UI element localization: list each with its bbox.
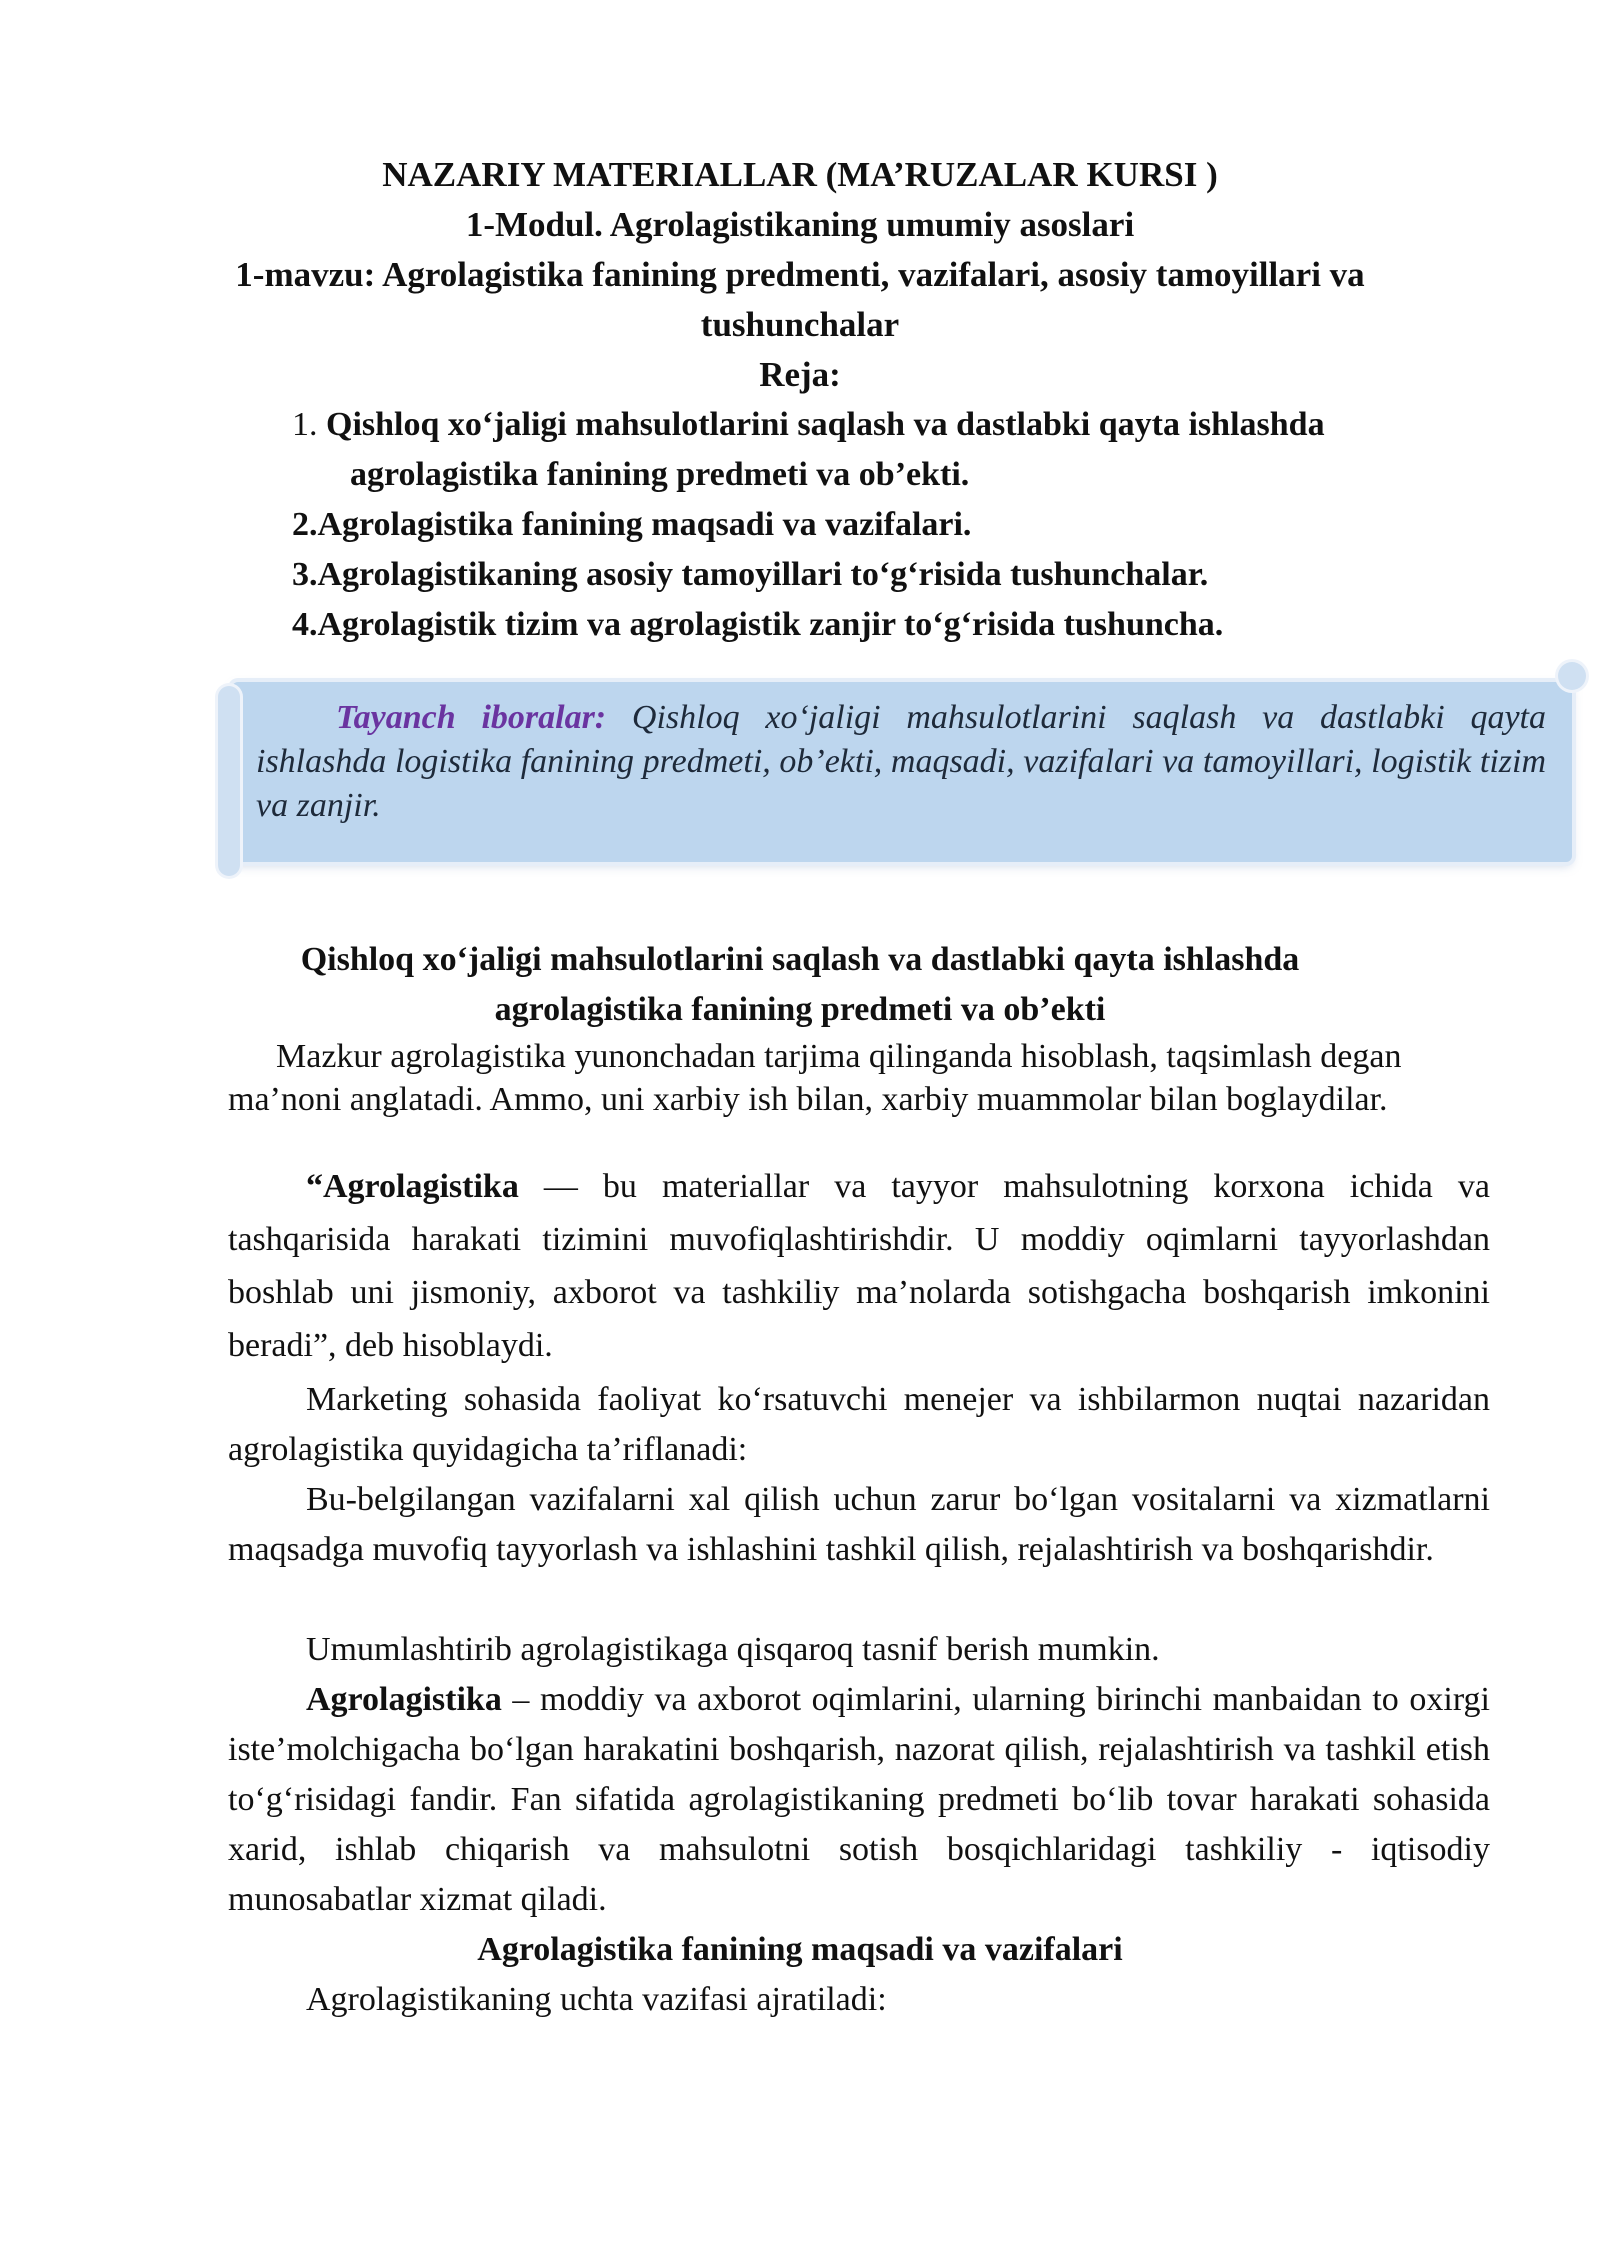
section1-title-line2: agrolagistika fanining predmeti va ob’ekti xyxy=(494,991,1106,1028)
plan-item-3: 3.Agrolagistikaning asosiy tamoyillari to‘g‘risida tushunchalar. xyxy=(292,556,1209,593)
plan-item-2: 2.Agrolagistika fanining maqsadi va vazifalari. xyxy=(292,506,972,543)
keywords-body: Qishloq xo‘jaligi mahsulotlarini saqlash va dastlabki qayta ishlashda logistika fanining predmeti, ob’ekti, maqsadi, vazifalari va tamoyillari, logistik tizim va zanjir. xyxy=(256,699,1546,824)
plan-item-1-cont: agrolagistika fanining predmeti va ob’ekti. xyxy=(350,456,970,493)
scroll-roll-left xyxy=(218,686,240,876)
document-title: NAZARIY MATERIALLAR (MA’RUZALAR KURSI ) xyxy=(382,155,1218,194)
plan-heading: Reja: xyxy=(759,355,841,394)
paragraph-text: Umumlashtirib agrolagistikaga qisqaroq tasnif berish mumkin. xyxy=(306,1631,1160,1668)
paragraph-text: — bu materiallar va tayyor mahsulotning korxona ichida va tashqarisida harakati tizimini muvofiqlashtirishdir. U moddiy oqimlarni tayyorlashdan boshlab uni jismoniy, axborot va tashkiliy ma’nolarda sotishgacha boshqarish imkonini beradi”, deb hisoblaydi. xyxy=(228,1168,1490,1364)
section2-paragraph-1 xyxy=(228,1975,1490,2025)
section2-title: Agrolagistika fanining maqsadi va vazifalari xyxy=(477,1931,1123,1968)
paragraph-text: Mazkur agrolagistika yunonchadan tarjima qilinganda hisoblash, taqsimlash degan ma’noni anglatadi. Ammo, uni xarbiy ish bilan, xarbiy muammolar bilan boglaydilar. xyxy=(228,1038,1402,1118)
section1-title-line1: Qishloq xo‘jaligi mahsulotlarini saqlash va dastlabki qayta ishlashda xyxy=(300,941,1300,978)
keywords-text xyxy=(256,696,1546,828)
plan-item-1-line1: Qishloq xo‘jaligi mahsulotlarini saqlash va dastlabki qayta ishlashda xyxy=(326,406,1325,443)
section1-paragraph-2 xyxy=(228,1160,1490,1372)
term-agrolagistika: Agrolagistika xyxy=(306,1681,502,1718)
module-title: 1-Modul. Agrolagistikaning umumiy asoslari xyxy=(465,205,1135,244)
keywords-scroll-banner xyxy=(210,660,1590,880)
plan-item-1 xyxy=(0,400,1600,450)
topic-title-line2: tushunchalar xyxy=(700,305,900,344)
paragraph-text: Bu-belgilangan vazifalarni xal qilish uchun zarur bo‘lgan vositalarni va xizmatlarni maqsadga muvofiq tayyorlash va ishlashini tashkil qilish, rejalashtirish va boshqarishdir. xyxy=(228,1481,1490,1568)
paragraph-text: Agrolagistikaning uchta vazifasi ajratiladi: xyxy=(306,1981,887,2018)
plan-item-1-number: 1. xyxy=(292,406,326,443)
section1-paragraph-5 xyxy=(228,1625,1490,1675)
section1-paragraph-4 xyxy=(228,1475,1490,1575)
section1-paragraph-1 xyxy=(228,1035,1490,1121)
plan-item-4: 4.Agrolagistik tizim va agrolagistik zanjir to‘g‘risida tushuncha. xyxy=(292,606,1224,643)
keywords-label: Tayanch iboralar: xyxy=(336,699,607,736)
topic-title-line1: 1-mavzu: Agrolagistika fanining predmenti, vazifalari, asosiy tamoyillari va xyxy=(235,255,1365,294)
paragraph-text: – moddiy va axborot oqimlarini, ularning birinchi manbaidan to oxirgi iste’molchigacha bo‘lgan harakatini boshqarish, nazorat qilish, rejalashtirish va tashkil etish to‘g‘risidagi fandir. Fan sifatida agrolagistikaning predmeti bo‘lib tovar harakati sohasida xarid, ishlab chiqarish va mahsulotni sotish bosqichlaridagi tashkiliy - iqtisodiy munosabatlar xizmat qiladi. xyxy=(228,1681,1490,1918)
scroll-roll-right xyxy=(1558,662,1586,690)
section1-paragraph-3 xyxy=(228,1375,1490,1475)
section1-paragraph-6 xyxy=(228,1675,1490,1925)
paragraph-text: Marketing sohasida faoliyat ko‘rsatuvchi menejer va ishbilarmon nuqtai nazaridan agrolagistika quyidagicha ta’riflanadi: xyxy=(228,1381,1490,1468)
term-agrolagistika-quote: “Agrolagistika xyxy=(306,1168,519,1205)
